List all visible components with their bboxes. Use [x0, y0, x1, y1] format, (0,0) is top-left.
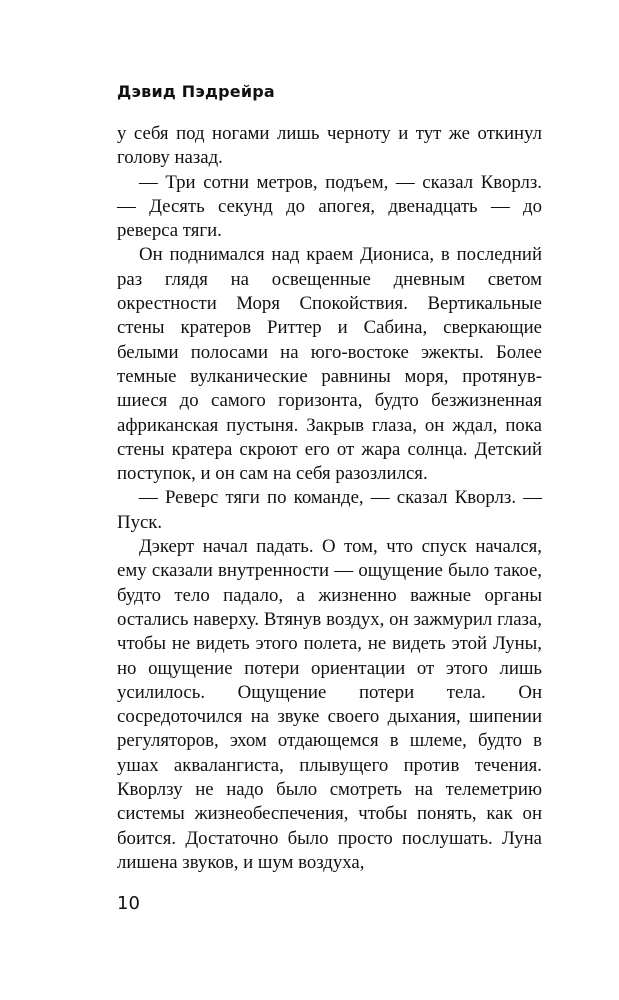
- running-header-author: Дэвид Пэдрейра: [117, 82, 275, 101]
- paragraph-dialogue-2: — Реверс тяги по команде, — сказал Кворлз. — Пуск.: [117, 487, 542, 533]
- body-text: [117, 122, 542, 875]
- paragraph-dialogue-1: — Три сотни метров, подъем, — сказал Кворлз. — Десять секунд до апогея, двенадцать — до реверса тяги.: [117, 171, 542, 242]
- paragraph-narration-2: Дэкерт начал падать. О том, что спуск начался, ему сказали внутренности — ощущение было такое, будто тело падало, а жизненно важные органы остались наверху. Втянув воздух, он зажмурил глаза, чтобы не видеть этого полета, не видеть этой Луны, но ощущение потери ориентации от этого лишь усилилось. Ощущение потери тела. Он сосредоточился на звуке своего дыхания, шипении регуляторов, эхом отдающемся в шлеме, будто в ушах аквалангиста, плывущего против течения. Кворлзу не надо было смотреть на телеметрию системы жизнеобеспечения, чтобы понять, как он боится. Достаточно было просто послушать. Луна лишена звуков, и шум воздуха,: [117, 536, 542, 873]
- page-number: 10: [117, 893, 140, 914]
- paragraph-narration-1: Он поднимался над краем Диониса, в последний раз глядя на освещенные дневным светом окрестности Моря Спокойствия. Вертикальные стены кратеров Риттер и Сабина, сверкающие белыми полосами на юго-востоке эжекты. Более темные вулканические равнины моря, протянувшиеся до самого горизонта, будто безжизненная африканская пустыня. Закрыв глаза, он ждал, пока стены кратера скроют его от жара солнца. Детский поступок, и он сам на себя разозлился.: [117, 244, 542, 485]
- paragraph-continuation: у себя под ногами лишь черноту и тут же откинул голову назад.: [117, 123, 542, 169]
